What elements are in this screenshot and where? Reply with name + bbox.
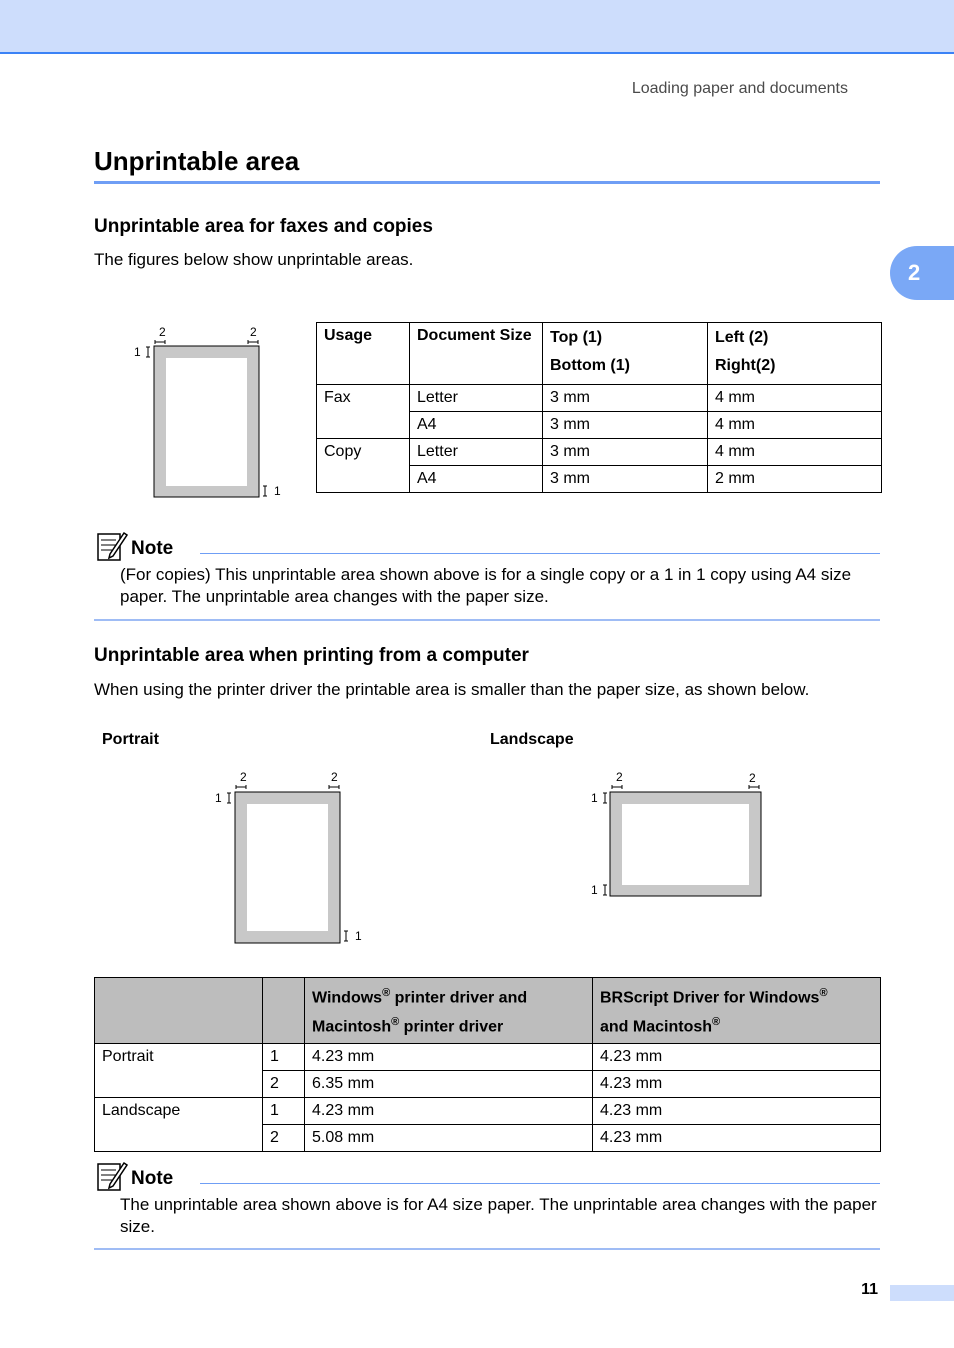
cell-left: 4 mm (708, 412, 882, 439)
cell-windows: 5.08 mm (305, 1124, 593, 1151)
note-heading: Note (96, 1160, 173, 1198)
cell-top: 3 mm (543, 385, 708, 412)
cell-windows: 4.23 mm (305, 1097, 593, 1124)
page-tab (890, 1285, 954, 1301)
chapter-tab: 2 (890, 246, 954, 300)
note-pencil-icon (96, 1160, 128, 1198)
col-usage: Usage (317, 323, 410, 385)
table-row (317, 385, 882, 412)
diagram-label-bottom: 1 (355, 929, 362, 943)
cell-top: 3 mm (543, 466, 708, 493)
note-rule (200, 1183, 880, 1184)
diagram-label-right: 2 (749, 771, 756, 785)
page-number: 11 (861, 1281, 878, 1298)
cell-top: 3 mm (543, 439, 708, 466)
page-diagram-copy (128, 322, 288, 504)
diagram-label-top: 1 (215, 791, 222, 805)
note-text: The unprintable area shown above is for A4 size paper. The unprintable area changes with the paper size. (120, 1195, 877, 1236)
cell-usage: Copy (317, 439, 410, 493)
cell-size: A4 (410, 466, 543, 493)
cell-margin-index: 1 (263, 1043, 305, 1070)
driver-table (94, 977, 881, 1152)
table-header-row (95, 978, 881, 1044)
note-text: (For copies) This unprintable area shown above is for a single copy or a 1 in 1 copy using A4 size paper. The unprintable area changes with the paper size. (120, 565, 852, 606)
header-empty-1 (95, 978, 263, 1044)
portrait-label: Portrait (102, 731, 159, 748)
note-end-rule (94, 1248, 880, 1250)
diagram-label-left: 2 (616, 770, 623, 784)
cell-brscript: 4.23 mm (593, 1043, 881, 1070)
top-band (0, 0, 954, 54)
col-brscript-driver: BRScript Driver for Windows® and Macintosh® (593, 978, 881, 1044)
cell-usage: Fax (317, 385, 410, 439)
cell-size: A4 (410, 412, 543, 439)
diagram-label-bottom: 1 (274, 484, 281, 498)
col-windows-mac-driver: Windows® printer driver and Macintosh® printer driver (305, 978, 593, 1044)
diagram-label-bottom: 1 (591, 883, 598, 897)
note-rule (200, 553, 880, 554)
cell-windows: 6.35 mm (305, 1070, 593, 1097)
cell-left: 4 mm (708, 439, 882, 466)
cell-top: 3 mm (543, 412, 708, 439)
cell-brscript: 4.23 mm (593, 1070, 881, 1097)
cell-windows: 4.23 mm (305, 1043, 593, 1070)
diagram-label-right: 2 (331, 770, 338, 784)
table-row (95, 1097, 881, 1124)
col-top-bottom: Top (1) Bottom (1) (543, 323, 708, 385)
diagram-label-top: 1 (134, 345, 141, 359)
cell-margin-index: 1 (263, 1097, 305, 1124)
cell-brscript: 4.23 mm (593, 1097, 881, 1124)
note-heading: Note (96, 530, 173, 568)
cell-size: Letter (410, 439, 543, 466)
header-empty-2 (263, 978, 305, 1044)
diagram-label-left: 2 (159, 325, 166, 339)
cell-orientation: Portrait (95, 1043, 263, 1097)
fax-copy-table (316, 322, 882, 493)
diagram-label-left: 2 (240, 770, 247, 784)
table-row (317, 439, 882, 466)
subheading-fax-copy: Unprintable area for faxes and copies (94, 216, 433, 237)
table-row (95, 1043, 881, 1070)
cell-left: 4 mm (708, 385, 882, 412)
diagram-label-right: 2 (250, 325, 257, 339)
cell-left: 2 mm (708, 466, 882, 493)
cell-margin-index: 2 (263, 1124, 305, 1151)
intro-fax-copy: The figures below show unprintable areas. (94, 250, 414, 269)
page-title: Unprintable area (94, 146, 300, 176)
running-header: Loading paper and documents (631, 80, 848, 97)
landscape-label: Landscape (490, 731, 574, 748)
diagram-label-top: 1 (591, 791, 598, 805)
title-rule (94, 181, 880, 184)
cell-orientation: Landscape (95, 1097, 263, 1151)
portrait-diagram (210, 768, 370, 948)
col-left-right: Left (2) Right(2) (708, 323, 882, 385)
col-document-size: Document Size (410, 323, 543, 385)
note-end-rule (94, 619, 880, 621)
subheading-computer: Unprintable area when printing from a computer (94, 645, 529, 666)
cell-brscript: 4.23 mm (593, 1124, 881, 1151)
landscape-diagram (585, 768, 775, 904)
table-header-row (317, 323, 882, 385)
note-pencil-icon (96, 530, 128, 568)
cell-margin-index: 2 (263, 1070, 305, 1097)
cell-size: Letter (410, 385, 543, 412)
intro-computer: When using the printer driver the printable area is smaller than the paper size, as shown below. (94, 680, 810, 699)
